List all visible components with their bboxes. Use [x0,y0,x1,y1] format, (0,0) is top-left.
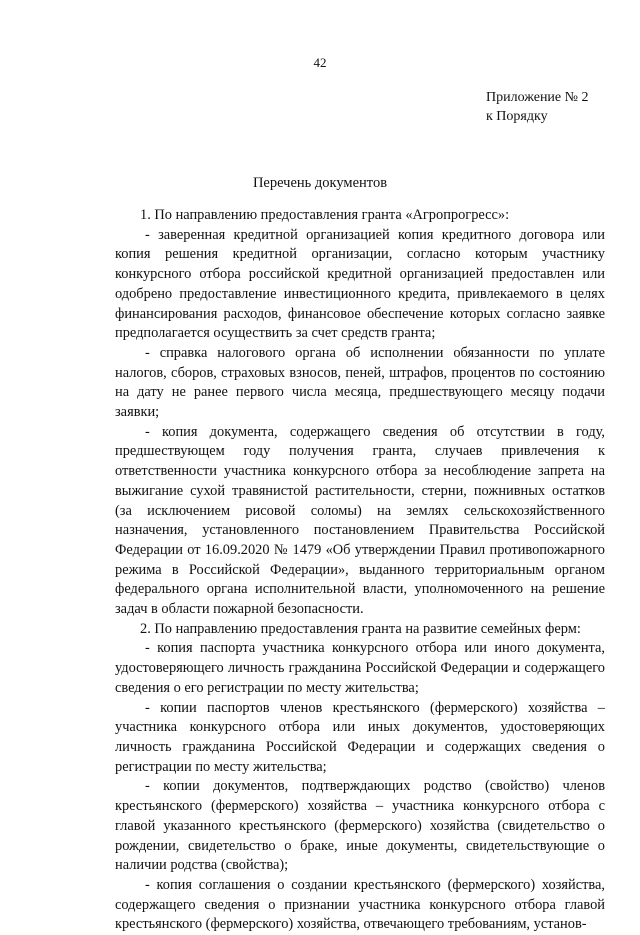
section-heading-1: 1. По направлению предоставления гранта «Агропрогресс»: [140,207,510,223]
appendix-reference [486,88,626,126]
paragraph: - копия соглашения о создании крестьянского (фермерского) хозяйства, содержащего сведения о признании участника конкурсного отбора главой крестьянского (фермерского) хозяйства, отвечающего требованиям, установ- [115,876,605,933]
document-title: Перечень документов [252,175,388,191]
section-heading-2: 2. По направлению предоставления гранта на развитие семейных ферм: [140,620,581,637]
page-number: 42 [313,55,327,70]
paragraph: - копия паспорта участника конкурсного отбора или иного документа, удостоверяющего личность гражданина Российской Федерации и содержащего сведения о его регистрации по месту жительства; [115,640,605,696]
appendix-line-1: Приложение № 2 [486,90,589,105]
paragraph: - заверенная кредитной организацией копия кредитного договора или копия решения кредитной организации, согласно которым участнику конкурсного отбора российской кредитной организацией предоставлен или одобрено предоставление инвестиционного кредита, привлекаемого в целях финансирования расходов, финансовое обеспечение которых согласно заявке предполагается осуществить за счет средств гранта; [115,226,605,342]
appendix-line-2: к Порядку [486,109,548,124]
paragraph: - копия документа, содержащего сведения об отсутствии в году, предшествующем году получения гранта, случаев привлечения к ответственности участника конкурсного отбора за несоблюдение запрета на выжигание сухой травянистой растительности, стерни, пожнивных остатков (за исключением рисовой соломы) на землях сельскохозяйственного назначения, установленного постановлением Правительства Российской Федерации от 16.09.2020 № 1479 «Об утверждении Правил противопожарного режима в Российской Федерации», выданного территориальным органом федерального органа исполнительной власти, уполномоченного на решение задач в области пожарной безопасности. [115,423,605,618]
paragraph: - копии документов, подтверждающих родство (свойство) членов крестьянского (фермерского) хозяйства – участника конкурсного отбора с главой указанного крестьянского (фермерского) хозяйства (свидетельство о рождении, свидетельство о браке, иные документы, свидетельствующие о наличии родства (свойства); [115,778,605,874]
document-body [115,206,605,935]
paragraph: - копии паспортов членов крестьянского (фермерского) хозяйства – участника конкурсного отбора или иных документов, удостоверяющих личность гражданина Российской Федерации и содержащих сведения о регистрации по месту жительства; [115,699,605,775]
paragraph: - справка налогового органа об исполнении обязанности по уплате налогов, сборов, страховых взносов, пеней, штрафов, процентов по состоянию на дату не ранее первого числа месяца, предшествующего месяцу подачи заявки; [115,344,605,421]
